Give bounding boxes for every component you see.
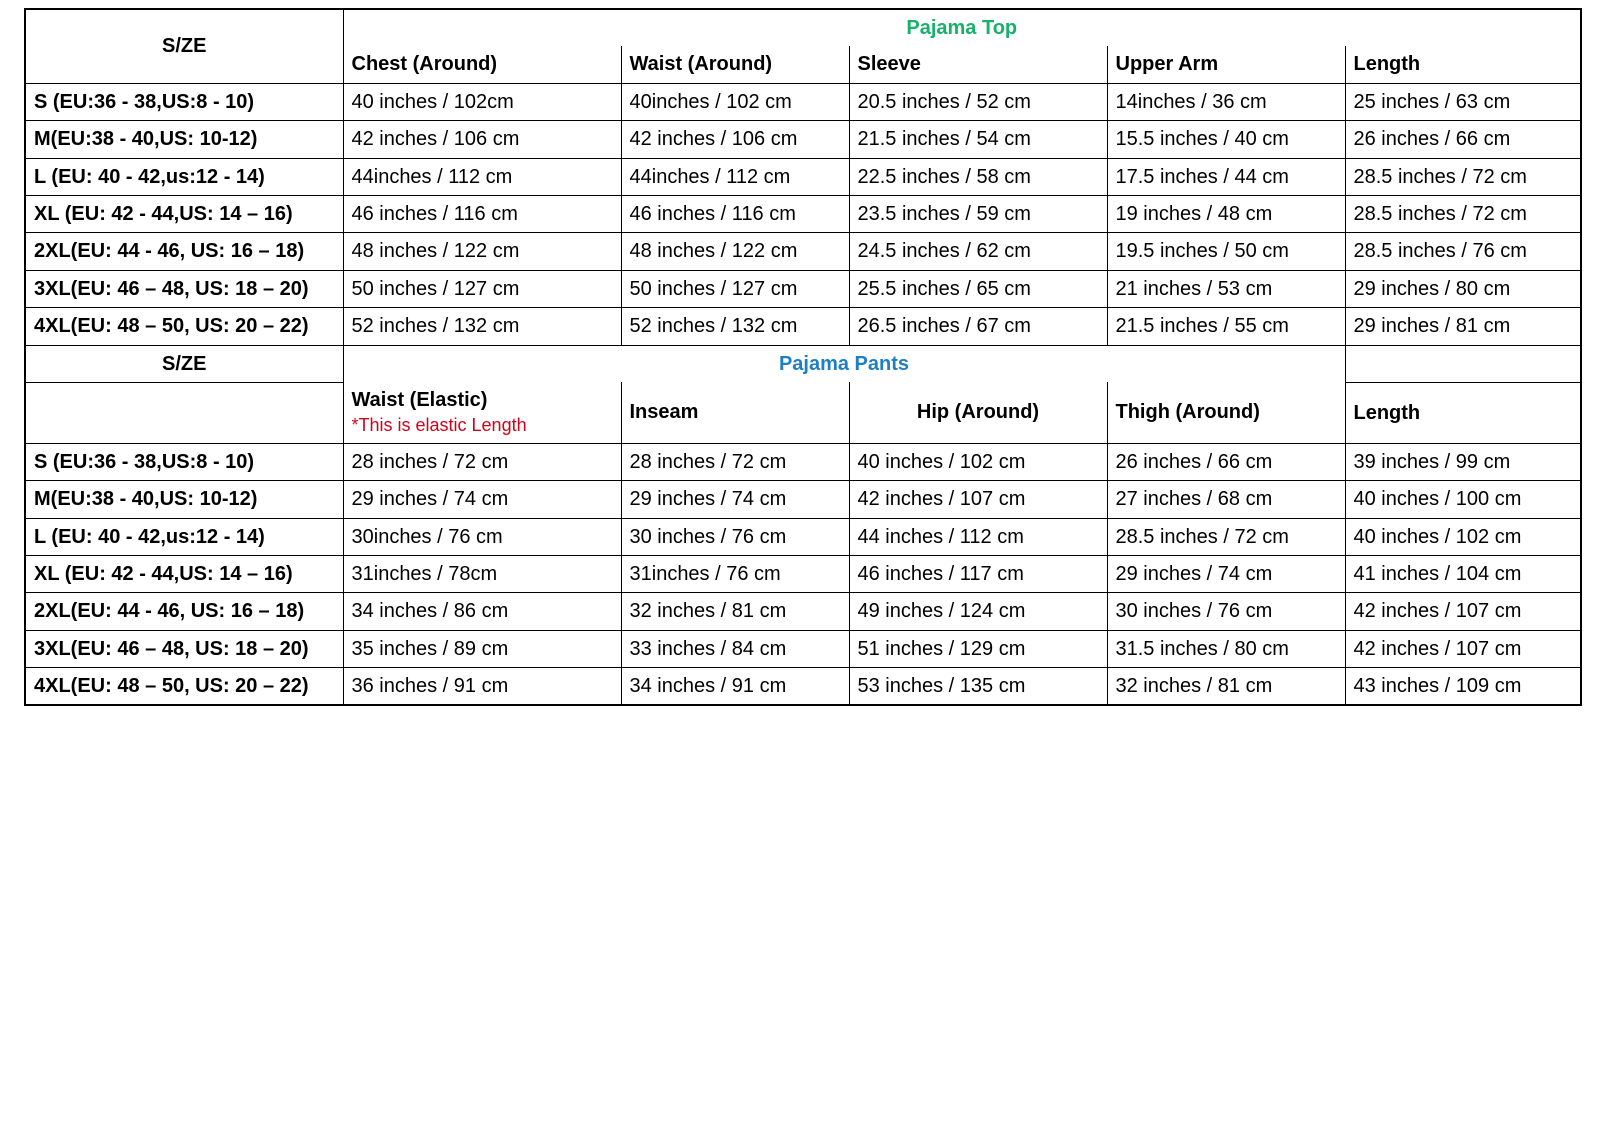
cell-sleeve: 21.5 inches / 54 cm <box>849 121 1107 158</box>
pajama-pants-column-header-row <box>25 382 1581 443</box>
cell-chest: 40 inches / 102cm <box>343 83 621 120</box>
cell-chest: 46 inches / 116 cm <box>343 195 621 232</box>
table-row <box>25 518 1581 555</box>
size-chart-table <box>24 8 1582 706</box>
cell-waist-elastic: 35 inches / 89 cm <box>343 630 621 667</box>
table-row <box>25 270 1581 307</box>
row-size-label: M(EU:38 - 40,US: 10-12) <box>25 121 343 158</box>
table-row <box>25 555 1581 592</box>
column-header-waist-elastic-label: Waist (Elastic) <box>351 389 488 412</box>
cell-waist: 40inches / 102 cm <box>621 83 849 120</box>
cell-inseam: 29 inches / 74 cm <box>621 481 849 518</box>
column-header-waist-elastic <box>343 382 621 443</box>
cell-upper-arm: 14inches / 36 cm <box>1107 83 1345 120</box>
pajama-pants-blank-corner <box>25 382 343 443</box>
column-header-thigh: Thigh (Around) <box>1107 382 1345 443</box>
cell-thigh: 27 inches / 68 cm <box>1107 481 1345 518</box>
row-size-label: XL (EU: 42 - 44,US: 14 – 16) <box>25 555 343 592</box>
cell-chest: 44inches / 112 cm <box>343 158 621 195</box>
cell-inseam: 32 inches / 81 cm <box>621 593 849 630</box>
table-row <box>25 83 1581 120</box>
pajama-top-title: Pajama Top <box>343 9 1581 46</box>
cell-waist: 44inches / 112 cm <box>621 158 849 195</box>
cell-waist-elastic: 31inches / 78cm <box>343 555 621 592</box>
table-row <box>25 668 1581 706</box>
cell-hip: 44 inches / 112 cm <box>849 518 1107 555</box>
row-size-label: 4XL(EU: 48 – 50, US: 20 – 22) <box>25 668 343 706</box>
column-header-inseam: Inseam <box>621 382 849 443</box>
cell-length: 25 inches / 63 cm <box>1345 83 1581 120</box>
row-size-label: S (EU:36 - 38,US:8 - 10) <box>25 83 343 120</box>
row-size-label: 2XL(EU: 44 - 46, US: 16 – 18) <box>25 593 343 630</box>
cell-hip: 51 inches / 129 cm <box>849 630 1107 667</box>
cell-waist-elastic: 28 inches / 72 cm <box>343 443 621 480</box>
cell-pants-length: 42 inches / 107 cm <box>1345 593 1581 630</box>
cell-waist: 50 inches / 127 cm <box>621 270 849 307</box>
cell-hip: 46 inches / 117 cm <box>849 555 1107 592</box>
cell-pants-length: 39 inches / 99 cm <box>1345 443 1581 480</box>
cell-inseam: 30 inches / 76 cm <box>621 518 849 555</box>
table-row <box>25 593 1581 630</box>
cell-thigh: 32 inches / 81 cm <box>1107 668 1345 706</box>
cell-waist-elastic: 34 inches / 86 cm <box>343 593 621 630</box>
row-size-label: XL (EU: 42 - 44,US: 14 – 16) <box>25 195 343 232</box>
cell-chest: 52 inches / 132 cm <box>343 308 621 345</box>
cell-waist: 48 inches / 122 cm <box>621 233 849 270</box>
cell-thigh: 26 inches / 66 cm <box>1107 443 1345 480</box>
cell-thigh: 29 inches / 74 cm <box>1107 555 1345 592</box>
row-size-label: S (EU:36 - 38,US:8 - 10) <box>25 443 343 480</box>
cell-length: 28.5 inches / 72 cm <box>1345 158 1581 195</box>
column-header-hip: Hip (Around) <box>849 382 1107 443</box>
row-size-label: 3XL(EU: 46 – 48, US: 18 – 20) <box>25 270 343 307</box>
cell-hip: 42 inches / 107 cm <box>849 481 1107 518</box>
cell-sleeve: 20.5 inches / 52 cm <box>849 83 1107 120</box>
table-row <box>25 195 1581 232</box>
cell-upper-arm: 21.5 inches / 55 cm <box>1107 308 1345 345</box>
cell-pants-length: 40 inches / 100 cm <box>1345 481 1581 518</box>
cell-sleeve: 24.5 inches / 62 cm <box>849 233 1107 270</box>
row-size-label: 2XL(EU: 44 - 46, US: 16 – 18) <box>25 233 343 270</box>
cell-inseam: 34 inches / 91 cm <box>621 668 849 706</box>
cell-waist: 52 inches / 132 cm <box>621 308 849 345</box>
table-row <box>25 308 1581 345</box>
cell-hip: 53 inches / 135 cm <box>849 668 1107 706</box>
cell-upper-arm: 19.5 inches / 50 cm <box>1107 233 1345 270</box>
row-size-label: L (EU: 40 - 42,us:12 - 14) <box>25 518 343 555</box>
cell-inseam: 31inches / 76 cm <box>621 555 849 592</box>
cell-upper-arm: 15.5 inches / 40 cm <box>1107 121 1345 158</box>
cell-sleeve: 23.5 inches / 59 cm <box>849 195 1107 232</box>
column-header-sleeve: Sleeve <box>849 46 1107 83</box>
table-row <box>25 121 1581 158</box>
cell-length: 26 inches / 66 cm <box>1345 121 1581 158</box>
cell-thigh: 30 inches / 76 cm <box>1107 593 1345 630</box>
pajama-pants-title-spacer <box>1345 345 1581 382</box>
cell-chest: 42 inches / 106 cm <box>343 121 621 158</box>
cell-waist-elastic: 29 inches / 74 cm <box>343 481 621 518</box>
cell-waist: 42 inches / 106 cm <box>621 121 849 158</box>
cell-hip: 40 inches / 102 cm <box>849 443 1107 480</box>
column-header-chest: Chest (Around) <box>343 46 621 83</box>
cell-length: 29 inches / 81 cm <box>1345 308 1581 345</box>
cell-inseam: 28 inches / 72 cm <box>621 443 849 480</box>
row-size-label: 4XL(EU: 48 – 50, US: 20 – 22) <box>25 308 343 345</box>
cell-waist: 46 inches / 116 cm <box>621 195 849 232</box>
row-size-label: 3XL(EU: 46 – 48, US: 18 – 20) <box>25 630 343 667</box>
elastic-length-note: *This is elastic Length <box>351 414 527 435</box>
cell-sleeve: 25.5 inches / 65 cm <box>849 270 1107 307</box>
cell-pants-length: 41 inches / 104 cm <box>1345 555 1581 592</box>
column-header-upper-arm: Upper Arm <box>1107 46 1345 83</box>
cell-waist-elastic: 30inches / 76 cm <box>343 518 621 555</box>
table-row <box>25 481 1581 518</box>
table-row <box>25 443 1581 480</box>
cell-pants-length: 42 inches / 107 cm <box>1345 630 1581 667</box>
pajama-top-title-row <box>25 9 1581 46</box>
cell-inseam: 33 inches / 84 cm <box>621 630 849 667</box>
cell-upper-arm: 19 inches / 48 cm <box>1107 195 1345 232</box>
cell-sleeve: 22.5 inches / 58 cm <box>849 158 1107 195</box>
cell-chest: 50 inches / 127 cm <box>343 270 621 307</box>
cell-thigh: 28.5 inches / 72 cm <box>1107 518 1345 555</box>
row-size-label: L (EU: 40 - 42,us:12 - 14) <box>25 158 343 195</box>
cell-pants-length: 43 inches / 109 cm <box>1345 668 1581 706</box>
cell-upper-arm: 21 inches / 53 cm <box>1107 270 1345 307</box>
column-header-pants-length: Length <box>1345 382 1581 443</box>
pajama-pants-title: Pajama Pants <box>343 345 1345 382</box>
cell-hip: 49 inches / 124 cm <box>849 593 1107 630</box>
pajama-pants-title-row <box>25 345 1581 382</box>
cell-upper-arm: 17.5 inches / 44 cm <box>1107 158 1345 195</box>
column-header-length: Length <box>1345 46 1581 83</box>
row-size-label: M(EU:38 - 40,US: 10-12) <box>25 481 343 518</box>
column-header-waist: Waist (Around) <box>621 46 849 83</box>
cell-length: 28.5 inches / 76 cm <box>1345 233 1581 270</box>
cell-thigh: 31.5 inches / 80 cm <box>1107 630 1345 667</box>
cell-pants-length: 40 inches / 102 cm <box>1345 518 1581 555</box>
cell-length: 28.5 inches / 72 cm <box>1345 195 1581 232</box>
cell-length: 29 inches / 80 cm <box>1345 270 1581 307</box>
cell-sleeve: 26.5 inches / 67 cm <box>849 308 1107 345</box>
table-row <box>25 630 1581 667</box>
cell-waist-elastic: 36 inches / 91 cm <box>343 668 621 706</box>
pajama-pants-size-header: S/ZE <box>25 345 343 382</box>
pajama-top-size-header: S/ZE <box>25 9 343 83</box>
table-row <box>25 158 1581 195</box>
table-row <box>25 233 1581 270</box>
cell-chest: 48 inches / 122 cm <box>343 233 621 270</box>
